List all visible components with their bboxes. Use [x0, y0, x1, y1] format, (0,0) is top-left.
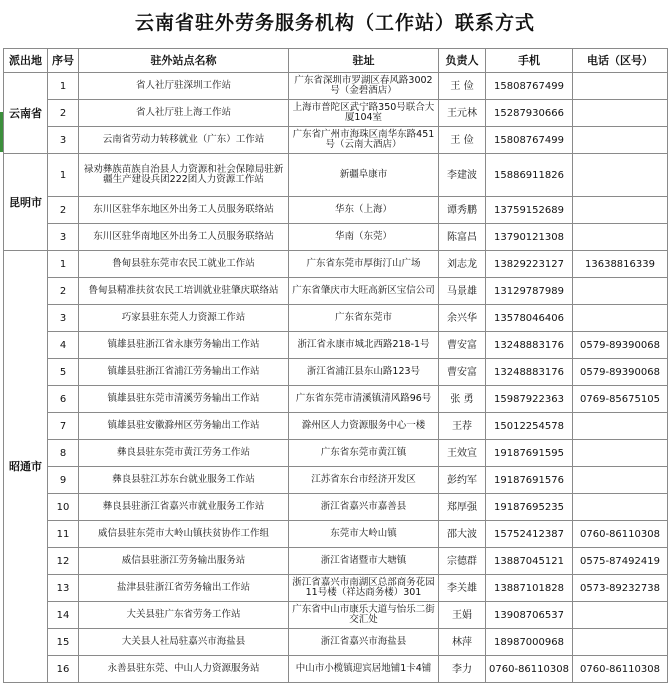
table-row: [4, 548, 668, 575]
cell-person: 宗德群: [439, 548, 486, 575]
table-row: [4, 575, 668, 602]
cell-phone: 0575-87492419: [573, 548, 668, 575]
table-row: [4, 359, 668, 386]
cell-address: 滁州区人力资源服务中心一楼: [289, 413, 439, 440]
cell-no: 10: [48, 494, 79, 521]
cell-phone: [573, 127, 668, 154]
cell-address: 华南（东莞）: [289, 224, 439, 251]
header-address: 驻址: [289, 49, 439, 73]
cell-person: 张 勇: [439, 386, 486, 413]
cell-address: 广东省中山市康乐大道与怡乐二街交汇处: [289, 602, 439, 629]
cell-mobile: 13248883176: [486, 359, 573, 386]
table-row: [4, 224, 668, 251]
cell-address: 中山市小榄镇迎宾居地铺1卡4铺: [289, 656, 439, 683]
cell-station: 云南省劳动力转移就业（广东）工作站: [79, 127, 289, 154]
cell-station: 彝良县驻东莞市黄江劳务工作站: [79, 440, 289, 467]
cell-mobile: 15987922363: [486, 386, 573, 413]
cell-no: 3: [48, 224, 79, 251]
cell-person: 王娟: [439, 602, 486, 629]
header-phone: 电话（区号）: [573, 49, 668, 73]
cell-no: 12: [48, 548, 79, 575]
cell-person: 王 俭: [439, 127, 486, 154]
cell-no: 9: [48, 467, 79, 494]
cell-mobile: 19187695235: [486, 494, 573, 521]
cell-phone: [573, 629, 668, 656]
cell-mobile: 0760-86110308: [486, 656, 573, 683]
cell-person: 彭约军: [439, 467, 486, 494]
table-row: [4, 386, 668, 413]
table-row: [4, 278, 668, 305]
table-row: [4, 467, 668, 494]
cell-mobile: 15808767499: [486, 127, 573, 154]
cell-person: 邵大波: [439, 521, 486, 548]
table-row: [4, 251, 668, 278]
cell-station: 巧家县驻东莞人力资源工作站: [79, 305, 289, 332]
cell-mobile: 13887101828: [486, 575, 573, 602]
header-station: 驻外站点名称: [79, 49, 289, 73]
cell-person: 曹安富: [439, 359, 486, 386]
cell-station: 盐津县驻浙江省劳务输出工作站: [79, 575, 289, 602]
cell-person: 陈富昌: [439, 224, 486, 251]
header-region: 派出地: [4, 49, 48, 73]
table-row: [4, 154, 668, 197]
cell-no: 8: [48, 440, 79, 467]
cell-no: 2: [48, 197, 79, 224]
cell-phone: [573, 494, 668, 521]
cell-station: 镇雄县驻浙江省永康劳务输出工作站: [79, 332, 289, 359]
table-row: [4, 494, 668, 521]
cell-station: 省人社厅驻深圳工作站: [79, 73, 289, 100]
cell-phone: [573, 73, 668, 100]
cell-person: 王效宣: [439, 440, 486, 467]
cell-no: 3: [48, 127, 79, 154]
cell-no: 2: [48, 100, 79, 127]
cell-no: 1: [48, 154, 79, 197]
cell-mobile: 13759152689: [486, 197, 573, 224]
cell-phone: [573, 154, 668, 197]
cell-station: 省人社厅驻上海工作站: [79, 100, 289, 127]
cell-person: 王元林: [439, 100, 486, 127]
contact-table-container: [3, 48, 667, 683]
cell-station: 东川区驻华东地区外出务工人员服务联络站: [79, 197, 289, 224]
cell-person: 余兴华: [439, 305, 486, 332]
region-cell: 云南省: [4, 73, 48, 154]
cell-address: 广东省东莞市厚街汀山广场: [289, 251, 439, 278]
cell-mobile: 13578046406: [486, 305, 573, 332]
cell-mobile: 15886911826: [486, 154, 573, 197]
cell-phone: [573, 413, 668, 440]
cell-mobile: 13790121308: [486, 224, 573, 251]
cell-address: 浙江省嘉兴市南湖区总部商务花园11号楼（祥达商务楼）301: [289, 575, 439, 602]
cell-phone: [573, 305, 668, 332]
table-row: [4, 73, 668, 100]
cell-no: 1: [48, 251, 79, 278]
cell-no: 4: [48, 332, 79, 359]
cell-station: 彝良县驻江苏东台就业服务工作站: [79, 467, 289, 494]
table-row: [4, 521, 668, 548]
cell-phone: [573, 197, 668, 224]
cell-phone: [573, 440, 668, 467]
table-row: [4, 100, 668, 127]
page-title: 云南省驻外劳务服务机构（工作站）联系方式: [134, 12, 535, 34]
cell-person: 曹安富: [439, 332, 486, 359]
cell-person: 李力: [439, 656, 486, 683]
cell-station: 东川区驻华南地区外出务工人员服务联络站: [79, 224, 289, 251]
cell-no: 6: [48, 386, 79, 413]
cell-station: 鲁甸县驻东莞市农民工就业工作站: [79, 251, 289, 278]
region-cell: 昭通市: [4, 251, 48, 683]
table-row: [4, 305, 668, 332]
cell-mobile: 15287930666: [486, 100, 573, 127]
cell-phone: [573, 224, 668, 251]
cell-phone: 0573-89232738: [573, 575, 668, 602]
cell-no: 15: [48, 629, 79, 656]
cell-address: 广东省广州市海珠区南华东路451号（云南大酒店）: [289, 127, 439, 154]
cell-no: 2: [48, 278, 79, 305]
cell-no: 5: [48, 359, 79, 386]
cell-no: 13: [48, 575, 79, 602]
cell-address: 上海市普陀区武宁路350号联合大厦104室: [289, 100, 439, 127]
cell-no: 16: [48, 656, 79, 683]
cell-person: 李建波: [439, 154, 486, 197]
cell-station: 彝良县驻浙江省嘉兴市就业服务工作站: [79, 494, 289, 521]
cell-person: 谭秀鹏: [439, 197, 486, 224]
cell-address: 广东省东莞市: [289, 305, 439, 332]
cell-address: 广东省深圳市罗湖区春风路3002号（金碧酒店）: [289, 73, 439, 100]
cell-person: 刘志龙: [439, 251, 486, 278]
cell-mobile: 13908706537: [486, 602, 573, 629]
cell-station: 禄劝彝族苗族自治县人力资源和社会保障局驻新疆生产建设兵团222团人力资源工作站: [79, 154, 289, 197]
header-row: [4, 49, 668, 73]
cell-mobile: 15012254578: [486, 413, 573, 440]
cell-address: 华东（上海）: [289, 197, 439, 224]
cell-phone: 0760-86110308: [573, 656, 668, 683]
table-row: [4, 656, 668, 683]
cell-person: 李关雄: [439, 575, 486, 602]
header-no: 序号: [48, 49, 79, 73]
cell-mobile: 13248883176: [486, 332, 573, 359]
cell-no: 11: [48, 521, 79, 548]
cell-person: 林萍: [439, 629, 486, 656]
cell-station: 镇雄县驻安徽滁州区劳务输出工作站: [79, 413, 289, 440]
cell-address: 浙江省诸暨市大塘镇: [289, 548, 439, 575]
cell-phone: [573, 602, 668, 629]
cell-person: 王荐: [439, 413, 486, 440]
cell-mobile: 15808767499: [486, 73, 573, 100]
table-row: [4, 629, 668, 656]
cell-mobile: 13129787989: [486, 278, 573, 305]
cell-address: 浙江省嘉兴市嘉善县: [289, 494, 439, 521]
cell-no: 14: [48, 602, 79, 629]
table-body: [4, 73, 668, 683]
cell-station: 威信县驻东莞市大岭山镇扶贫协作工作组: [79, 521, 289, 548]
cell-station: 大关县人社局驻嘉兴市海盐县: [79, 629, 289, 656]
cell-person: 郑厚强: [439, 494, 486, 521]
cell-phone: 0579-89390068: [573, 359, 668, 386]
cell-person: 马景雄: [439, 278, 486, 305]
region-cell: 昆明市: [4, 154, 48, 251]
table-row: [4, 413, 668, 440]
cell-station: 鲁甸县精准扶贫农民工培训就业驻肇庆联络站: [79, 278, 289, 305]
table-row: [4, 602, 668, 629]
cell-address: 浙江省永康市城北西路218-1号: [289, 332, 439, 359]
cell-phone: [573, 278, 668, 305]
cell-address: 浙江省浦江县东山路123号: [289, 359, 439, 386]
cell-no: 3: [48, 305, 79, 332]
cell-station: 镇雄县驻浙江省浦江劳务输出工作站: [79, 359, 289, 386]
header-person: 负责人: [439, 49, 486, 73]
cell-address: 新疆阜康市: [289, 154, 439, 197]
cell-station: 大关县驻广东省劳务工作站: [79, 602, 289, 629]
cell-phone: [573, 100, 668, 127]
cell-address: 浙江省嘉兴市海盐县: [289, 629, 439, 656]
cell-address: 江苏省东台市经济开发区: [289, 467, 439, 494]
contact-table: [3, 48, 668, 683]
cell-phone: 13638816339: [573, 251, 668, 278]
cell-no: 1: [48, 73, 79, 100]
cell-address: 广东省东莞市清溪镇清风路96号: [289, 386, 439, 413]
cell-phone: [573, 467, 668, 494]
cell-address: 广东省东莞市黄江镇: [289, 440, 439, 467]
header-mobile: 手机: [486, 49, 573, 73]
cell-phone: 0769-85675105: [573, 386, 668, 413]
cell-phone: 0579-89390068: [573, 332, 668, 359]
cell-station: 镇雄县驻东莞市清溪劳务输出工作站: [79, 386, 289, 413]
table-row: [4, 127, 668, 154]
table-row: [4, 332, 668, 359]
table-row: [4, 440, 668, 467]
cell-mobile: 13887045121: [486, 548, 573, 575]
cell-mobile: 15752412387: [486, 521, 573, 548]
cell-no: 7: [48, 413, 79, 440]
cell-mobile: 18987000968: [486, 629, 573, 656]
cell-station: 威信县驻浙江劳务输出服务站: [79, 548, 289, 575]
cell-address: 东莞市大岭山镇: [289, 521, 439, 548]
table-row: [4, 197, 668, 224]
cell-address: 广东省肇庆市大旺高新区宝信公司: [289, 278, 439, 305]
cell-mobile: 13829223127: [486, 251, 573, 278]
cell-mobile: 19187691595: [486, 440, 573, 467]
cell-mobile: 19187691576: [486, 467, 573, 494]
cell-station: 永善县驻东莞、中山人力资源服务站: [79, 656, 289, 683]
cell-person: 王 俭: [439, 73, 486, 100]
cell-phone: 0760-86110308: [573, 521, 668, 548]
